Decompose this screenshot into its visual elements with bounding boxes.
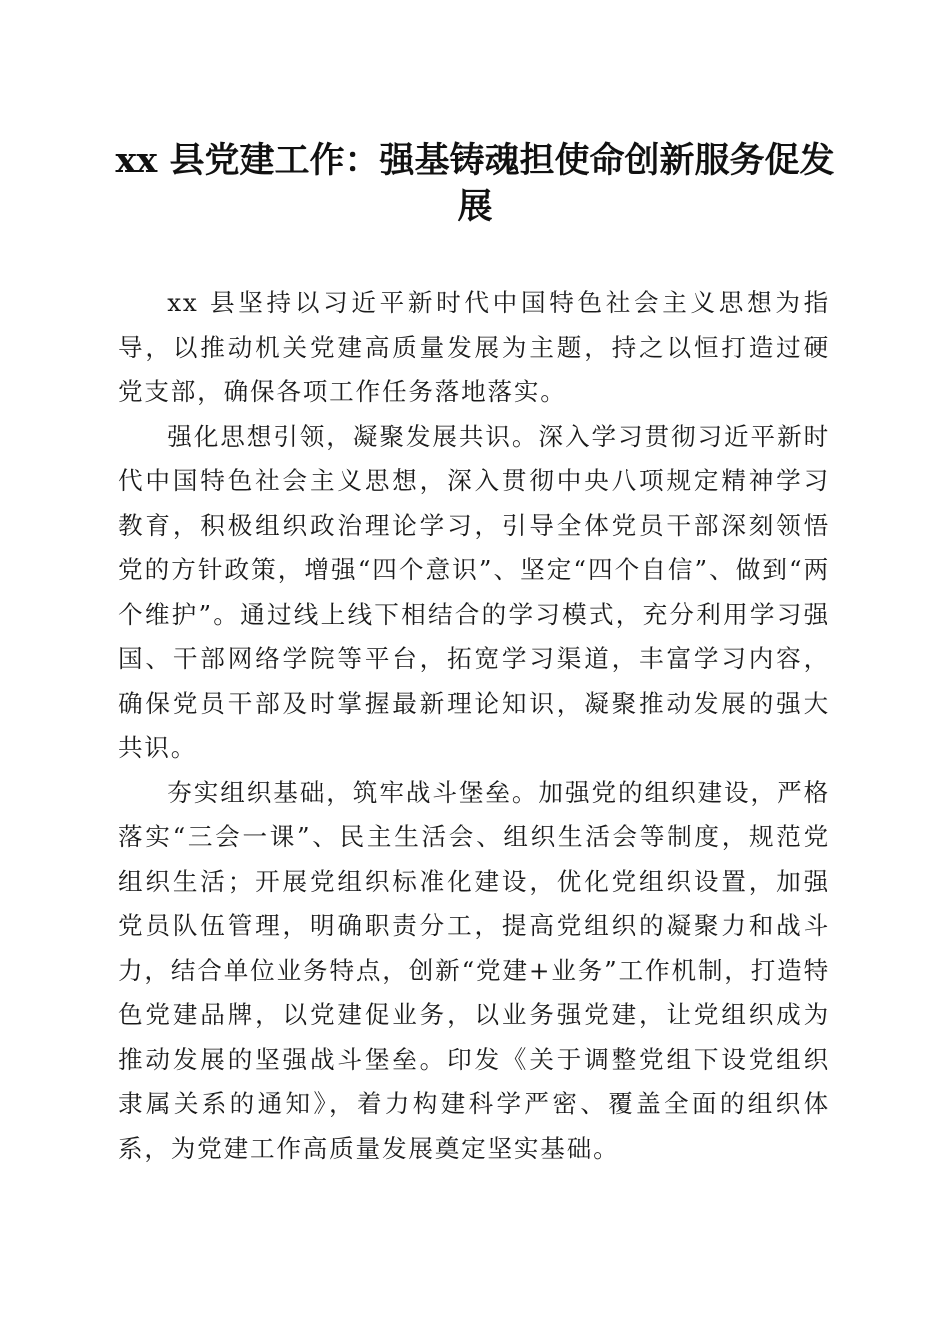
paragraph-organization: 夯实组织基础，筑牢战斗堡垒。加强党的组织建设，严格落实“三会一课”、民主生活会、组织生活会等制度，规范党组织生活；开展党组织标准化建设，优化党组织设置，加强党员队伍管理，明确职责分工，提高党组织的凝聚力和战斗力，结合单位业务特点，创新“党建+业务”工作机制，打造特色党建品牌，以党建促业务，以业务强党建，让党组织成为推动发展的坚强战斗堡垒。印发《关于调整党组下设党组织隶属关系的通知》，着力构建科学严密、覆盖全面的组织体系，为党建工作高质量发展奠定坚实基础。	[118, 777, 830, 1163]
paragraph-intro: xx 县坚持以习近平新时代中国特色社会主义思想为指导，以推动机关党建高质量发展为主题，持之以恒打造过硬党支部，确保各项工作任务落地落实。	[118, 288, 830, 406]
paragraph-ideology: 强化思想引领，凝聚发展共识。深入学习贯彻习近平新时代中国特色社会主义思想，深入贯彻中央八项规定精神学习教育，积极组织政治理论学习，引导全体党员干部深刻领悟党的方针政策，增强“四个意识”、坚定“四个自信”、做到“两个维护”。通过线上线下相结合的学习模式，充分利用学习强国、干部网络学院等平台，拓宽学习渠道，丰富学习内容，确保党员干部及时掌握最新理论知识，凝聚推动发展的强大共识。	[118, 421, 830, 762]
document-body	[118, 281, 830, 1171]
document-title: xx 县党建工作：强基铸魂担使命创新服务促发展	[115, 140, 835, 227]
